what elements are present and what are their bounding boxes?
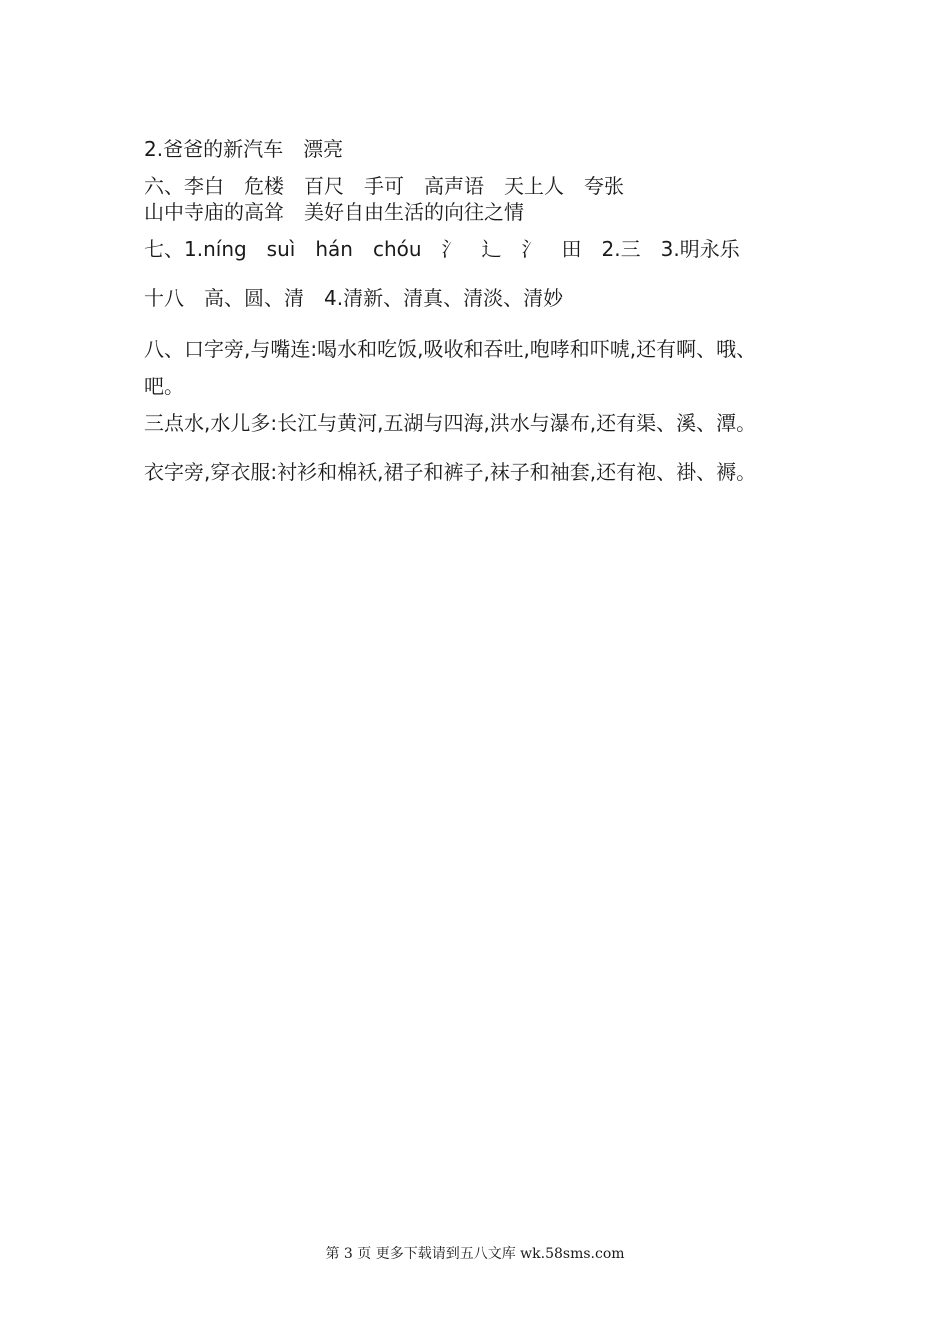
answer-section-7-cont: 十八 高、圆、清 4.清新、清真、清淡、清妙 bbox=[144, 286, 564, 310]
answer-section-8-cont: 吧。 bbox=[144, 374, 184, 398]
answer-line-2: 2.爸爸的新汽车 漂亮 bbox=[144, 137, 344, 161]
answer-section-6-cont: 山中寺庙的高耸 美好自由生活的向往之情 bbox=[144, 200, 524, 224]
answer-section-8-clothes: 衣字旁,穿衣服:衬衫和棉袄,裙子和裤子,袜子和袖套,还有袍、褂、褥。 bbox=[144, 460, 757, 484]
answer-section-8-water: 三点水,水儿多:长江与黄河,五湖与四海,洪水与瀑布,还有渠、溪、潭。 bbox=[144, 411, 757, 435]
page-footer: 第 3 页 更多下载请到五八文库 wk.58sms.com bbox=[325, 1246, 625, 1262]
answer-section-7: 七、1.níng suì hán chóu 氵 辶 氵 田 2.三 3.明永乐 bbox=[144, 237, 740, 261]
answer-section-6: 六、李白 危楼 百尺 手可 高声语 天上人 夸张 bbox=[144, 174, 624, 198]
answer-section-8: 八、口字旁,与嘴连:喝水和吃饭,吸收和吞吐,咆哮和吓唬,还有啊、哦、 bbox=[144, 337, 757, 361]
